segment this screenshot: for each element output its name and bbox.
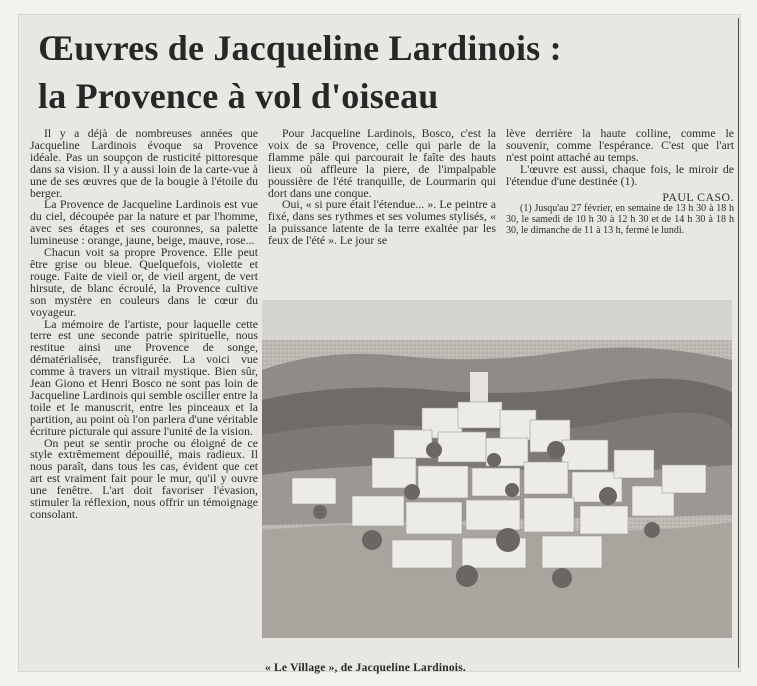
paragraph: Oui, « si pure était l'étendue... ». Le peintre a fixé, dans ses rythmes et ses volumes stylisés, « la puissance latente de la terre exaltée par les feux de l'été ». Le jour se bbox=[268, 197, 496, 248]
headline-line-1: Œuvres de Jacqueline Lardinois : bbox=[38, 28, 562, 68]
paragraph: lève derrière la haute colline, comme le souvenir, comme l'espérance. C'est que l'art n'est point attaché au temps. bbox=[506, 126, 734, 164]
photo-caption: « Le Village », de Jacqueline Lardinois. bbox=[265, 662, 466, 674]
paragraph: Il y a déjà de nombreuses années que Jacqueline Lardinois évoque sa Provence idéale. Pas un soupçon de rusticité pittoresque dans sa vision. Il y a aussi loin de la carte-vue à une de ses œuvres que de la bougie à l'étoile du berger. bbox=[30, 126, 258, 200]
author-signature: PAUL CASO. bbox=[662, 189, 734, 204]
village-painting-illustration bbox=[262, 300, 732, 638]
headline-line-2: la Provence à vol d'oiseau bbox=[38, 76, 439, 116]
article-column-3 bbox=[506, 128, 734, 236]
article-column-2 bbox=[268, 128, 496, 247]
painting-reproduction bbox=[262, 300, 732, 638]
paragraph: La Provence de Jacqueline Lardinois est vue du ciel, découpée par la nature et par l'homme, avec ses étages et ses couronnes, sa palette lumineuse : orange, jaune, beige, mauve, rose... bbox=[30, 197, 258, 248]
paragraph: Chacun voit sa propre Provence. Elle peut être grise ou bleue. Quelquefois, violette et rouge. Faite de vieil or, de vieil argent, de vert hirsute, de blanc écroulé, la Provence cultive son mystère en couleurs dans le cœur du voyageur. bbox=[30, 245, 258, 319]
paragraph: Pour Jacqueline Lardinois, Bosco, c'est la voix de sa Provence, celle qui parle de la flamme pâle qui parcourait le faîte des hauts lieux où affleure la piere, de l'impalpable poussière de l'été tranquille, de Lourmarin qui dort dans une conque. bbox=[268, 126, 496, 200]
paragraph: La mémoire de l'artiste, pour laquelle cette terre est une seconde patrie spirituelle, nous restitue ainsi une Provence de songe, dématérialisée, transfigurée. La voici vue comme à travers un vitrail mystique. Bien sûr, Jean Giono et Henri Bosco ne sont pas loin de Jacqueline Lardinois qui semble osciller entre la toile et le manuscrit, entre les pinceaux et la partition, au point où l'on parlera d'une véritable écriture picturale qui assure l'unité de la vision. bbox=[30, 316, 258, 438]
article-headline bbox=[38, 24, 728, 120]
paragraph: On peut se sentir proche ou éloigné de ce style extrêmement dépouillé, mais radieux. Il nous paraît, dans tous les cas, évident que cet art est vraiment fait pour le mur, qu'il y ouvre une fenêtre. L'art doit favoriser l'évasion, stimuler la réflexion, nous offrir un témoignage consolant. bbox=[30, 435, 258, 521]
column-rule-right bbox=[738, 18, 739, 668]
article-column-1 bbox=[30, 128, 258, 521]
footnote: (1) Jusqu'au 27 février, en semaine de 13 h 30 à 18 h 30, le samedi de 10 h 30 à 12 h 30 et de 14 h 30 à 18 h 30, le dimanche de 11 à 13 h, fermé le lundi. bbox=[506, 203, 734, 237]
paragraph: L'œuvre est aussi, chaque fois, le miroir de l'étendue d'une destinée (1). bbox=[506, 161, 734, 188]
